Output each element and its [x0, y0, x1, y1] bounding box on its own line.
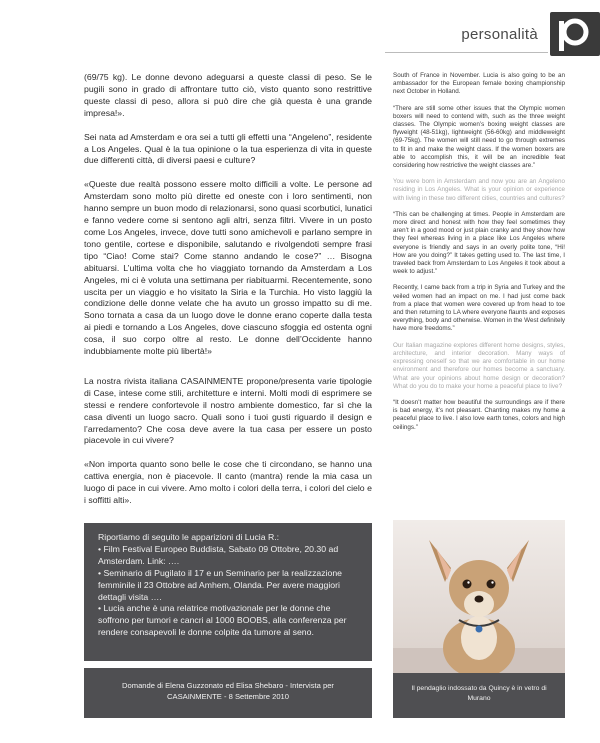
magazine-logo — [550, 12, 600, 56]
side-question-2: Our Italian magazine explores different home designs, styles, architecture, and interior decoration. Many ways of expressing oneself so that we are comfortable in our home environment and therefore our homes become a sanctuary. What are your opinions about home design or decoration? What do you do to make your home a peaceful place to live? — [393, 341, 565, 390]
interview-credit-box — [84, 668, 372, 718]
english-translation-column — [393, 72, 565, 440]
side-paragraph-1: South of France in November. Lucia is also going to be an ambassador for the European female boxing championship next October in Holland. — [393, 72, 565, 96]
appearance-item: • Seminario di Pugilato il 17 e un Seminario per la realizzazione femminile il 23 Ottobre ad Amhem, Olanda. Per avere maggiori dettagli visita …. — [98, 567, 343, 602]
side-answer-2: “It doesn’t matter how beautiful the surroundings are if there is bad energy, it’s not pleasant. Chanting makes my home a peaceful place to live. I also love earth tones, colors and high ceilings.” — [393, 398, 565, 431]
photo-caption: Il pendaglio indossato da Quincy è in vetro di Murano — [411, 685, 547, 702]
side-question-1: You were born in Amsterdam and now you are an Angeleno residing in Los Angeles. What is your opinion or experience with living in these two different cities, countries and cultures? — [393, 178, 565, 202]
main-answer-1: «Queste due realtà possono essere molto difficili a volte. Le persone ad Amsterdam sono molto più dirette ed oneste con i loro sentimenti, non hanno sempre un buon modo di relazionarsi, sono quasi scorbutici, lunatici e fanno vedere come si sentono agli altri, senza filtri. Vivere in un posto come Los Angeles, invece, dove tutti sono amichevoli e parlano sempre in tono gentile, cortese e disponibile, salutando e rivolgendoti sempre frasi tipo “Ciao! Come stai? Come stanno andando le cose?” … Bisogna abituarsi. L’ultima volta che ho viaggiato tornando da Amsterdam a Los Angeles, mi ci è voluta una settimana per riabituarmi. Recentemente, sono uscita per un viaggio e ho visitato la Siria e la Turchia. Ho visto laggiù la condizione delle donne velate che ha avuto un grosso impatto su di me. Sono tornata a casa da un luogo dove le donne erano coperte dalla testa ai piedi e tornando a Los Angeles, dove ciascuno sfoggia ed ostenta ogni cosa, il suo corpo oltre al resto. Le donne dell’Occidente hanno indubbiamente molte più libertà!» — [84, 179, 372, 357]
appearance-item: • Lucia anche è una relatrice motivazionale per le donne che soffrono per tumori e cancri al 1000 BOOBS, alla conferenza per rendere consapevoli le donne colpite da tumore al seno. — [98, 603, 347, 638]
side-answer-1: “This can be challenging at times. People in Amsterdam are more direct and honest with how they feel sometimes they aren’t in a good mood or just plain cranky and they show how they feel whereas living in a place like Los Angeles where everyone is friendly and says in an overly polite tone, “Hi! How are you doing?” It takes getting used to. The last time, I traveled back from Amsterdam to Los Angeles it took about a week to adjust.” — [393, 210, 565, 276]
appearances-box — [84, 523, 372, 661]
section-label: personalità — [461, 26, 538, 43]
main-article — [84, 72, 372, 519]
appearances-heading: Riportiamo di seguito le apparizioni di Lucia R.: — [98, 532, 280, 542]
main-answer-2: «Non importa quanto sono belle le cose che ti circondano, se hanno una cattiva energia, non è piacevole. Il canto (mantra) rende la mia casa un luogo di pace in cui vivere. Amo molto i colori della terra, i colori del cielo e i soffitti alti». — [84, 459, 372, 506]
header-rule — [385, 52, 548, 53]
main-paragraph-1: (69/75 kg). Le donne devono adeguarsi a queste classi di peso. Se le pugili sono in grado di affrontare tutto ciò, visto quanto sono restrittive queste classi di peso, allora si può dire che già questa è una grande impresa!». — [84, 72, 372, 118]
interview-credit: Domande di Elena Guzzonato ed Elisa Shebaro - Intervista per CASAINMENTE - 8 Settembre 2010 — [122, 681, 334, 701]
side-answer-1b: Recently, I came back from a trip in Syria and Turkey and the veiled women had an impact on me. I had just come back from a place that women were covered up from head to toe and then returning to LA where everyone flaunts and exposes everything, body and otherwise. Women in the West definitely have more freedoms.” — [393, 284, 565, 333]
main-question-1: Sei nata ad Amsterdam e ora sei a tutti gli effetti una “Angeleno”, residente a Los Angeles. Qual è la tua opinione o la tua esperienza di vita in queste due differenti città, di diversi paesi e culture? — [84, 131, 372, 166]
dog-photo — [393, 520, 565, 673]
main-question-2: La nostra rivista italiana CASAINMENTE propone/presenta varie tipologie di Case, intese come stili, architetture e interni. Molti modi di esprimere se stessi e rendere confortevole il nostro ambiente domestico, far sì che la casa diventi un luogo sacro. Quali sono i tuoi gusti riguardo il design e l’arredamento? Che cosa deve avere la tua casa per essere un posto piacevole in cui vivere? — [84, 375, 372, 446]
photo-caption-box — [393, 673, 565, 718]
dog-illustration — [393, 520, 565, 673]
appearance-item: • Film Festival Europeo Buddista, Sabato 09 Ottobre, 20.30 ad Amsterdam. Link: …. — [98, 543, 339, 566]
side-paragraph-2: “There are still some other issues that the Olympic women boxers will need to contend with, such as the three weight classes. The Olympic women’s boxing weight classes are flyweight (48-51kg), lightweight (56-60kg) and middleweight (69-75kg). The women will still need to go through extremes to fit in and make the weight class. If the women boxers are able to accomplish this, it will be an incredible feat considering how restrictive the weight classes are.” — [393, 104, 565, 170]
